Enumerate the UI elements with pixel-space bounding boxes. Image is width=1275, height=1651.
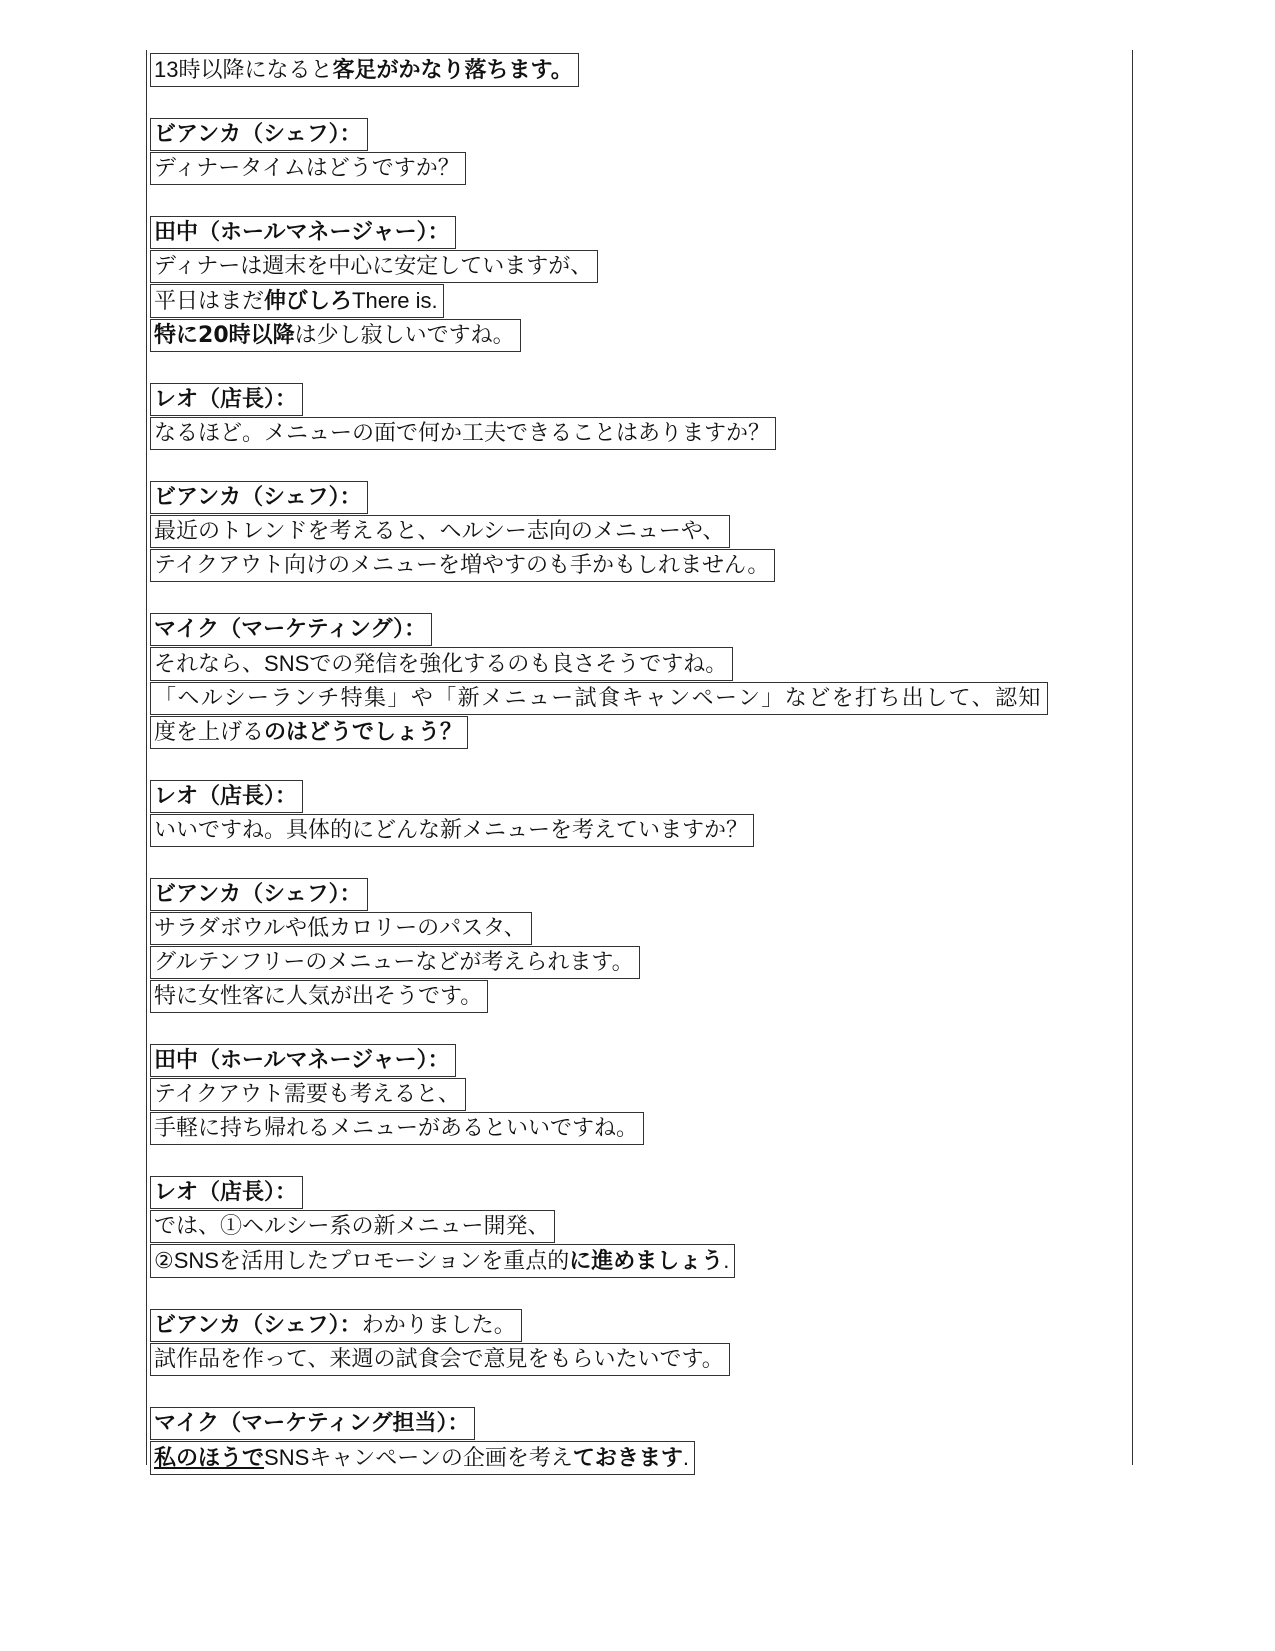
speaker-line [150, 1309, 522, 1342]
dialogue-line [150, 284, 444, 318]
dialogue-document [150, 52, 1130, 1475]
dialogue-line: ディナーは週末を中心に安定していますが、 [150, 250, 598, 283]
dialogue-fragment [150, 53, 1130, 87]
dialogue-block-bianca-4 [150, 1309, 1130, 1376]
text-run-bold: に進めましょう [569, 1249, 724, 1274]
dialogue-line: 「ヘルシーランチ特集」や「新メニュー試食キャンペーン」などを打ち出して、認知 [150, 682, 1048, 715]
dialogue-line: では、①ヘルシー系の新メニュー開発、 [150, 1210, 555, 1243]
dialogue-block-bianca-1 [150, 118, 1130, 185]
speaker-label: ビアンカ（シェフ）： [150, 878, 368, 911]
dialogue-line [150, 647, 733, 681]
dialogue-block-mike-2 [150, 1407, 1130, 1475]
dialogue-block-leo-1 [150, 383, 1130, 450]
dialogue-line: テイクアウト向けのメニューを増やすのも手かもしれません。 [150, 549, 775, 582]
text-run: ② [154, 1249, 174, 1274]
dialogue-block-leo-2 [150, 780, 1130, 847]
text-run-bold: 時以降 [228, 323, 295, 348]
text-run: での発信を強化するのも良さそうですね。 [309, 652, 728, 677]
dialogue-line: サラダボウルや低カロリーのパスタ、 [150, 912, 532, 945]
dialogue-block-tanaka-1 [150, 216, 1130, 352]
speaker-label: 田中（ホールマネージャー）： [150, 216, 456, 249]
speaker-label: 田中（ホールマネージャー）： [150, 1044, 456, 1077]
right-border-line [1132, 50, 1133, 1465]
dialogue-block-bianca-2 [150, 481, 1130, 582]
text-run-bold: 客足がかなり落ちます。 [332, 58, 573, 83]
text-run: . [682, 1445, 689, 1470]
text-run-bold: 伸びしろ [264, 289, 353, 314]
dialogue-line [150, 1441, 695, 1475]
text-run: を活用したプロモーションを重点的 [218, 1249, 570, 1274]
dialogue-line: グルテンフリーのメニューなどが考えられます。 [150, 946, 640, 979]
dialogue-line [150, 1244, 735, 1278]
speaker-label: ビアンカ（シェフ）： [150, 481, 368, 514]
dialogue-block-leo-3 [150, 1176, 1130, 1278]
dialogue-line [150, 319, 521, 352]
speaker-label: マイク（マーケティング）： [150, 613, 432, 646]
text-run: わかりました。 [361, 1313, 516, 1338]
text-run: SNS [173, 1248, 219, 1273]
text-run-bold: のはどうでしょう？ [264, 720, 463, 745]
dialogue-line: ディナータイムはどうですか？ [150, 152, 466, 185]
text-run-bold: 20 [198, 323, 229, 348]
speaker-label: レオ（店長）： [150, 1176, 303, 1209]
dialogue-block-bianca-3 [150, 878, 1130, 1013]
dialogue-line: 最近のトレンドを考えると、ヘルシー志向のメニューや、 [150, 515, 730, 548]
left-border-line [146, 50, 147, 1465]
text-run: There is. [352, 288, 438, 313]
text-run-bold: 私のほうで [154, 1446, 265, 1471]
text-run: 時以降になると [178, 58, 333, 83]
speaker-label: マイク（マーケティング担当）： [150, 1407, 475, 1440]
dialogue-line [150, 716, 468, 749]
text-run: キャンペーンの企画を考え [309, 1446, 573, 1471]
speaker-label: レオ（店長）： [150, 383, 303, 416]
dialogue-line: 試作品を作って、来週の試食会で意見をもらいたいです。 [150, 1343, 730, 1376]
dialogue-block-mike-1 [150, 613, 1130, 749]
text-run: それなら、 [154, 652, 265, 677]
speaker-label: レオ（店長）： [150, 780, 303, 813]
text-run: 度を上げる [154, 720, 265, 745]
text-run-bold: ておきます [572, 1446, 683, 1471]
speaker-label: ビアンカ（シェフ）： [150, 118, 368, 151]
dialogue-line: 特に女性客に人気が出そうです。 [150, 980, 488, 1013]
text-run: . [723, 1248, 730, 1273]
text-run: 平日はまだ [154, 289, 265, 314]
dialogue-line: なるほど。メニューの面で何か工夫できることはありますか？ [150, 417, 776, 450]
dialogue-line: いいですね。具体的にどんな新メニューを考えていますか？ [150, 814, 754, 847]
dialogue-block-tanaka-2 [150, 1044, 1130, 1145]
text-run: SNS [264, 651, 310, 676]
dialogue-line: 手軽に持ち帰れるメニューがあるといいですね。 [150, 1112, 644, 1145]
text-run: は少し寂しいですね。 [294, 323, 515, 348]
text-run: SNS [264, 1445, 310, 1470]
speaker-label: ビアンカ（シェフ）： [154, 1313, 362, 1338]
text-run: 13 [154, 57, 179, 82]
dialogue-line [150, 53, 579, 87]
text-run-bold: 特に [154, 323, 199, 348]
dialogue-line: テイクアウト需要も考えると、 [150, 1078, 466, 1111]
